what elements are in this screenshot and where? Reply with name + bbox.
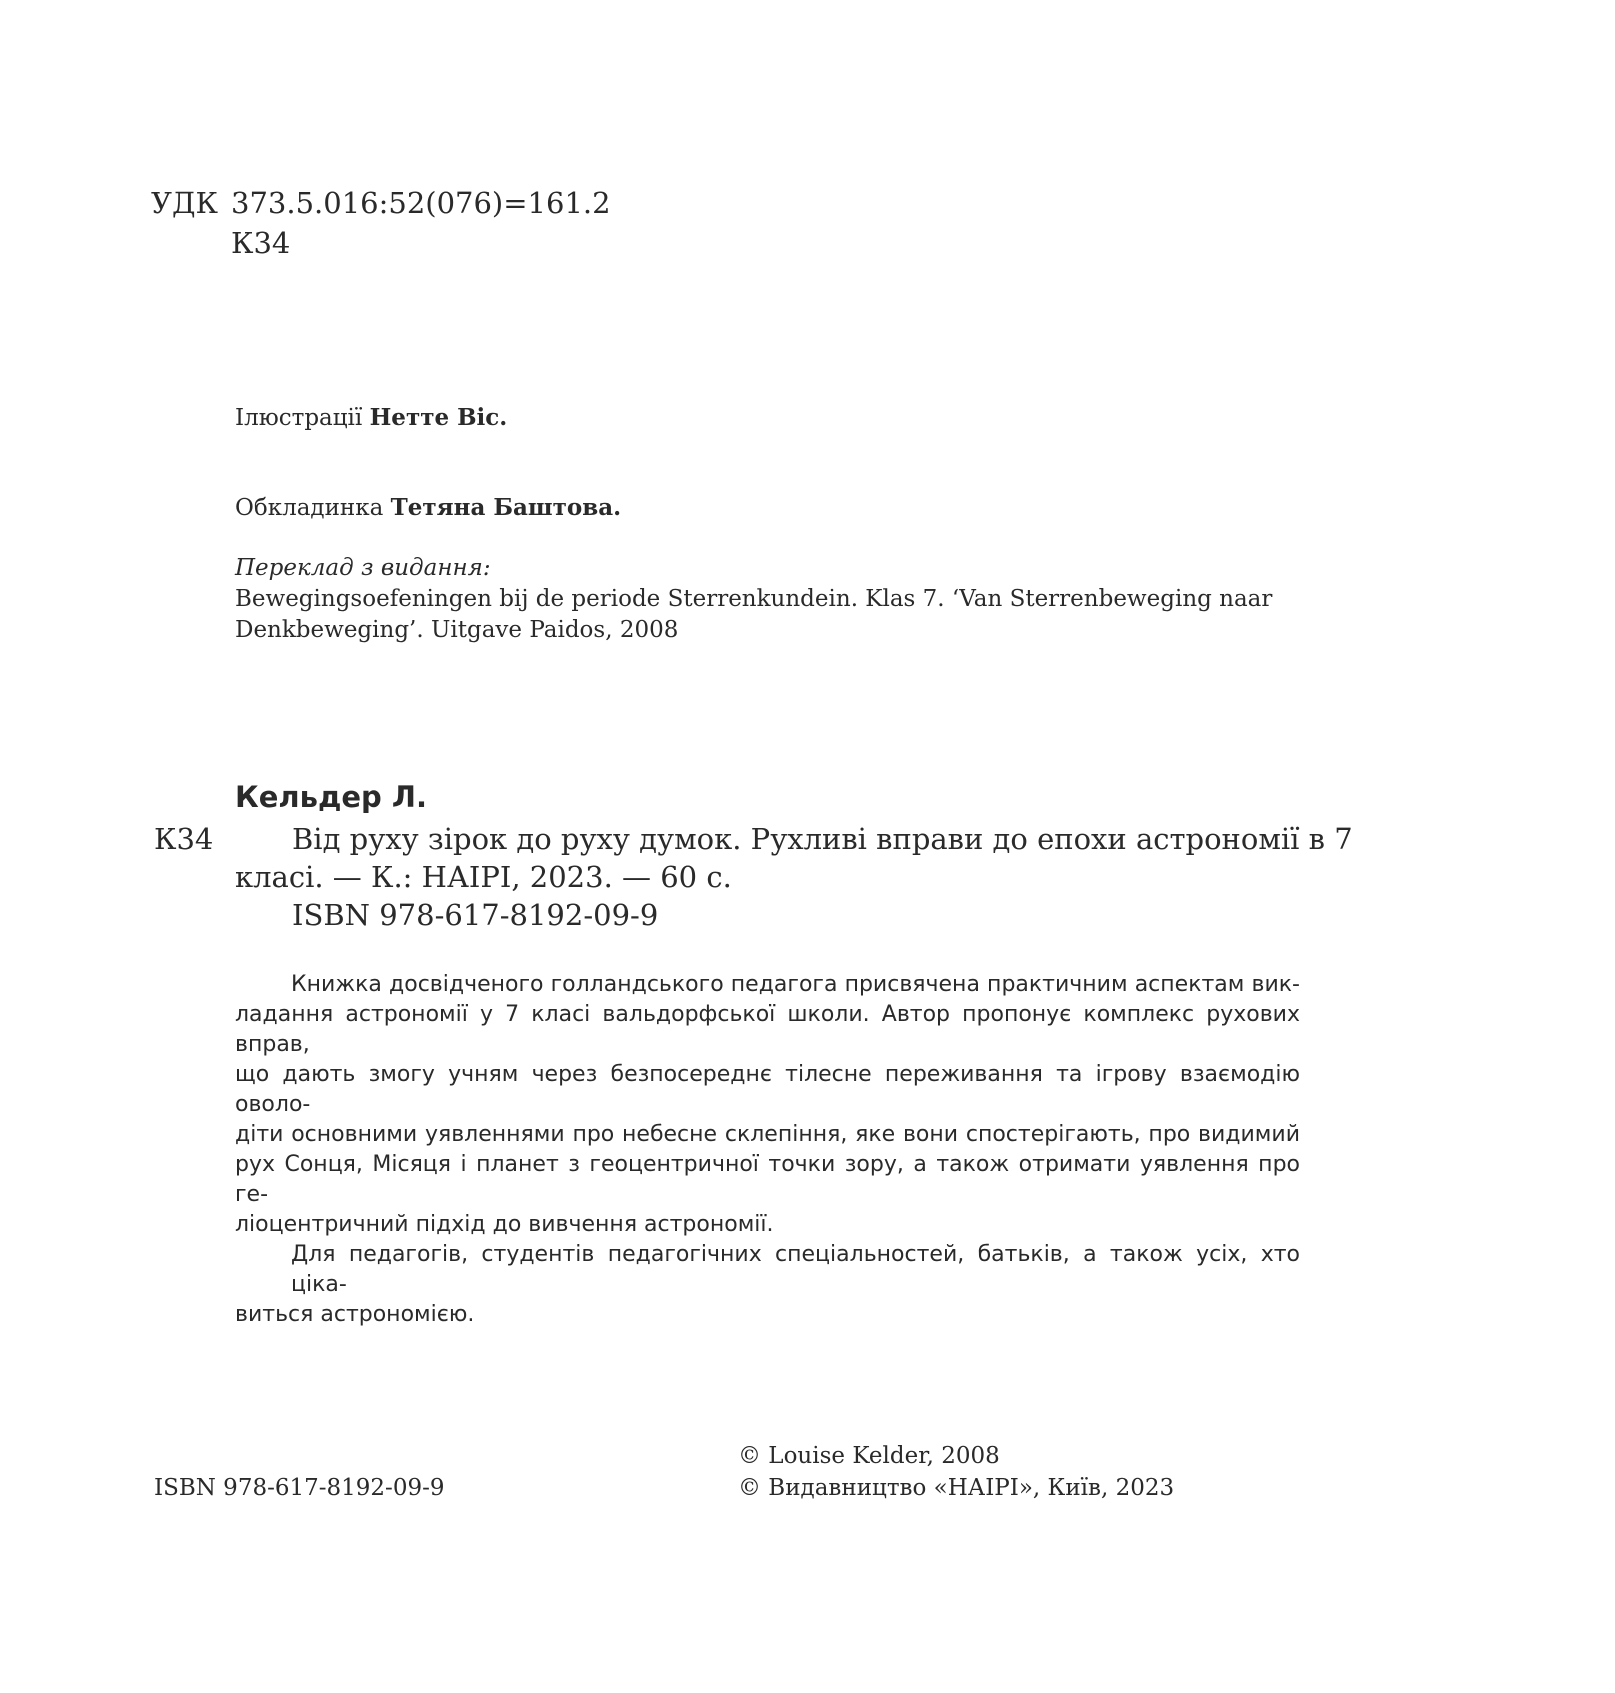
illustrator-name: Нетте Віс.: [369, 404, 508, 431]
class-code: К34: [231, 226, 291, 260]
annotation-line: діти основними уявленнями про небесне склепіння, яке вони спостерігають, про видимий: [235, 1122, 1300, 1147]
title-line-1: Від руху зірок до руху думок. Рухливі вправи до епохи астрономії в 7: [292, 822, 1353, 856]
annotation: [235, 970, 1300, 1330]
footer-isbn: ISBN 978-617-8192-09-9: [154, 1475, 445, 1501]
annotation-line: ладання астрономії у 7 класі вальдорфської школи. Автор пропонує комплекс рухових вправ,: [235, 1002, 1300, 1057]
cover-designer-name: Тетяна Баштова.: [390, 494, 622, 521]
cover-credit: [235, 494, 621, 521]
udk-label: УДК: [151, 186, 218, 220]
copyright-author: © Louise Kelder, 2008: [738, 1443, 1000, 1469]
annotation-line: рух Сонця, Місяця і планет з геоцентричної точки зору, а також отримати уявлення про ге-: [235, 1152, 1300, 1207]
translation-source: [235, 553, 1273, 646]
udk-code: 373.5.016:52(076)=161.2: [231, 186, 611, 220]
title-line-2: класі. — К.: НАІРІ, 2023. — 60 с.: [235, 860, 732, 894]
translation-line-1: Bewegingsoefeningen bij de periode Sterrenkundein. Klas 7. ‘Van Sterrenbeweging naar: [235, 586, 1273, 612]
catalog-isbn: ISBN 978-617-8192-09-9: [292, 898, 659, 932]
illustrations-credit: [235, 404, 507, 431]
translation-line-2: Denkbeweging’. Uitgave Paidos, 2008: [235, 617, 679, 643]
annotation-line: ліоцентричний підхід до вивчення астрономії.: [235, 1212, 774, 1237]
annotation-line: що дають змогу учням через безпосереднє тілесне переживання та ігрову взаємодію оволо-: [235, 1062, 1300, 1117]
author: Кельдер Л.: [235, 780, 427, 814]
annotation-line: Книжка досвідченого голландського педагога присвячена практичним аспектам вик-: [291, 972, 1300, 997]
annotation-line: виться астрономією.: [235, 1302, 475, 1327]
annotation-line: Для педагогів, студентів педагогічних спеціальностей, батьків, а також усіх, хто ціка-: [291, 1242, 1300, 1297]
illustrations-prefix: Ілюстрації: [235, 405, 370, 431]
cover-prefix: Обкладинка: [235, 495, 391, 521]
copyright-publisher: © Видавництво «НАІРІ», Київ, 2023: [738, 1475, 1175, 1501]
catalog-index: К34: [154, 822, 214, 856]
translation-label: Переклад з видання:: [235, 555, 491, 581]
